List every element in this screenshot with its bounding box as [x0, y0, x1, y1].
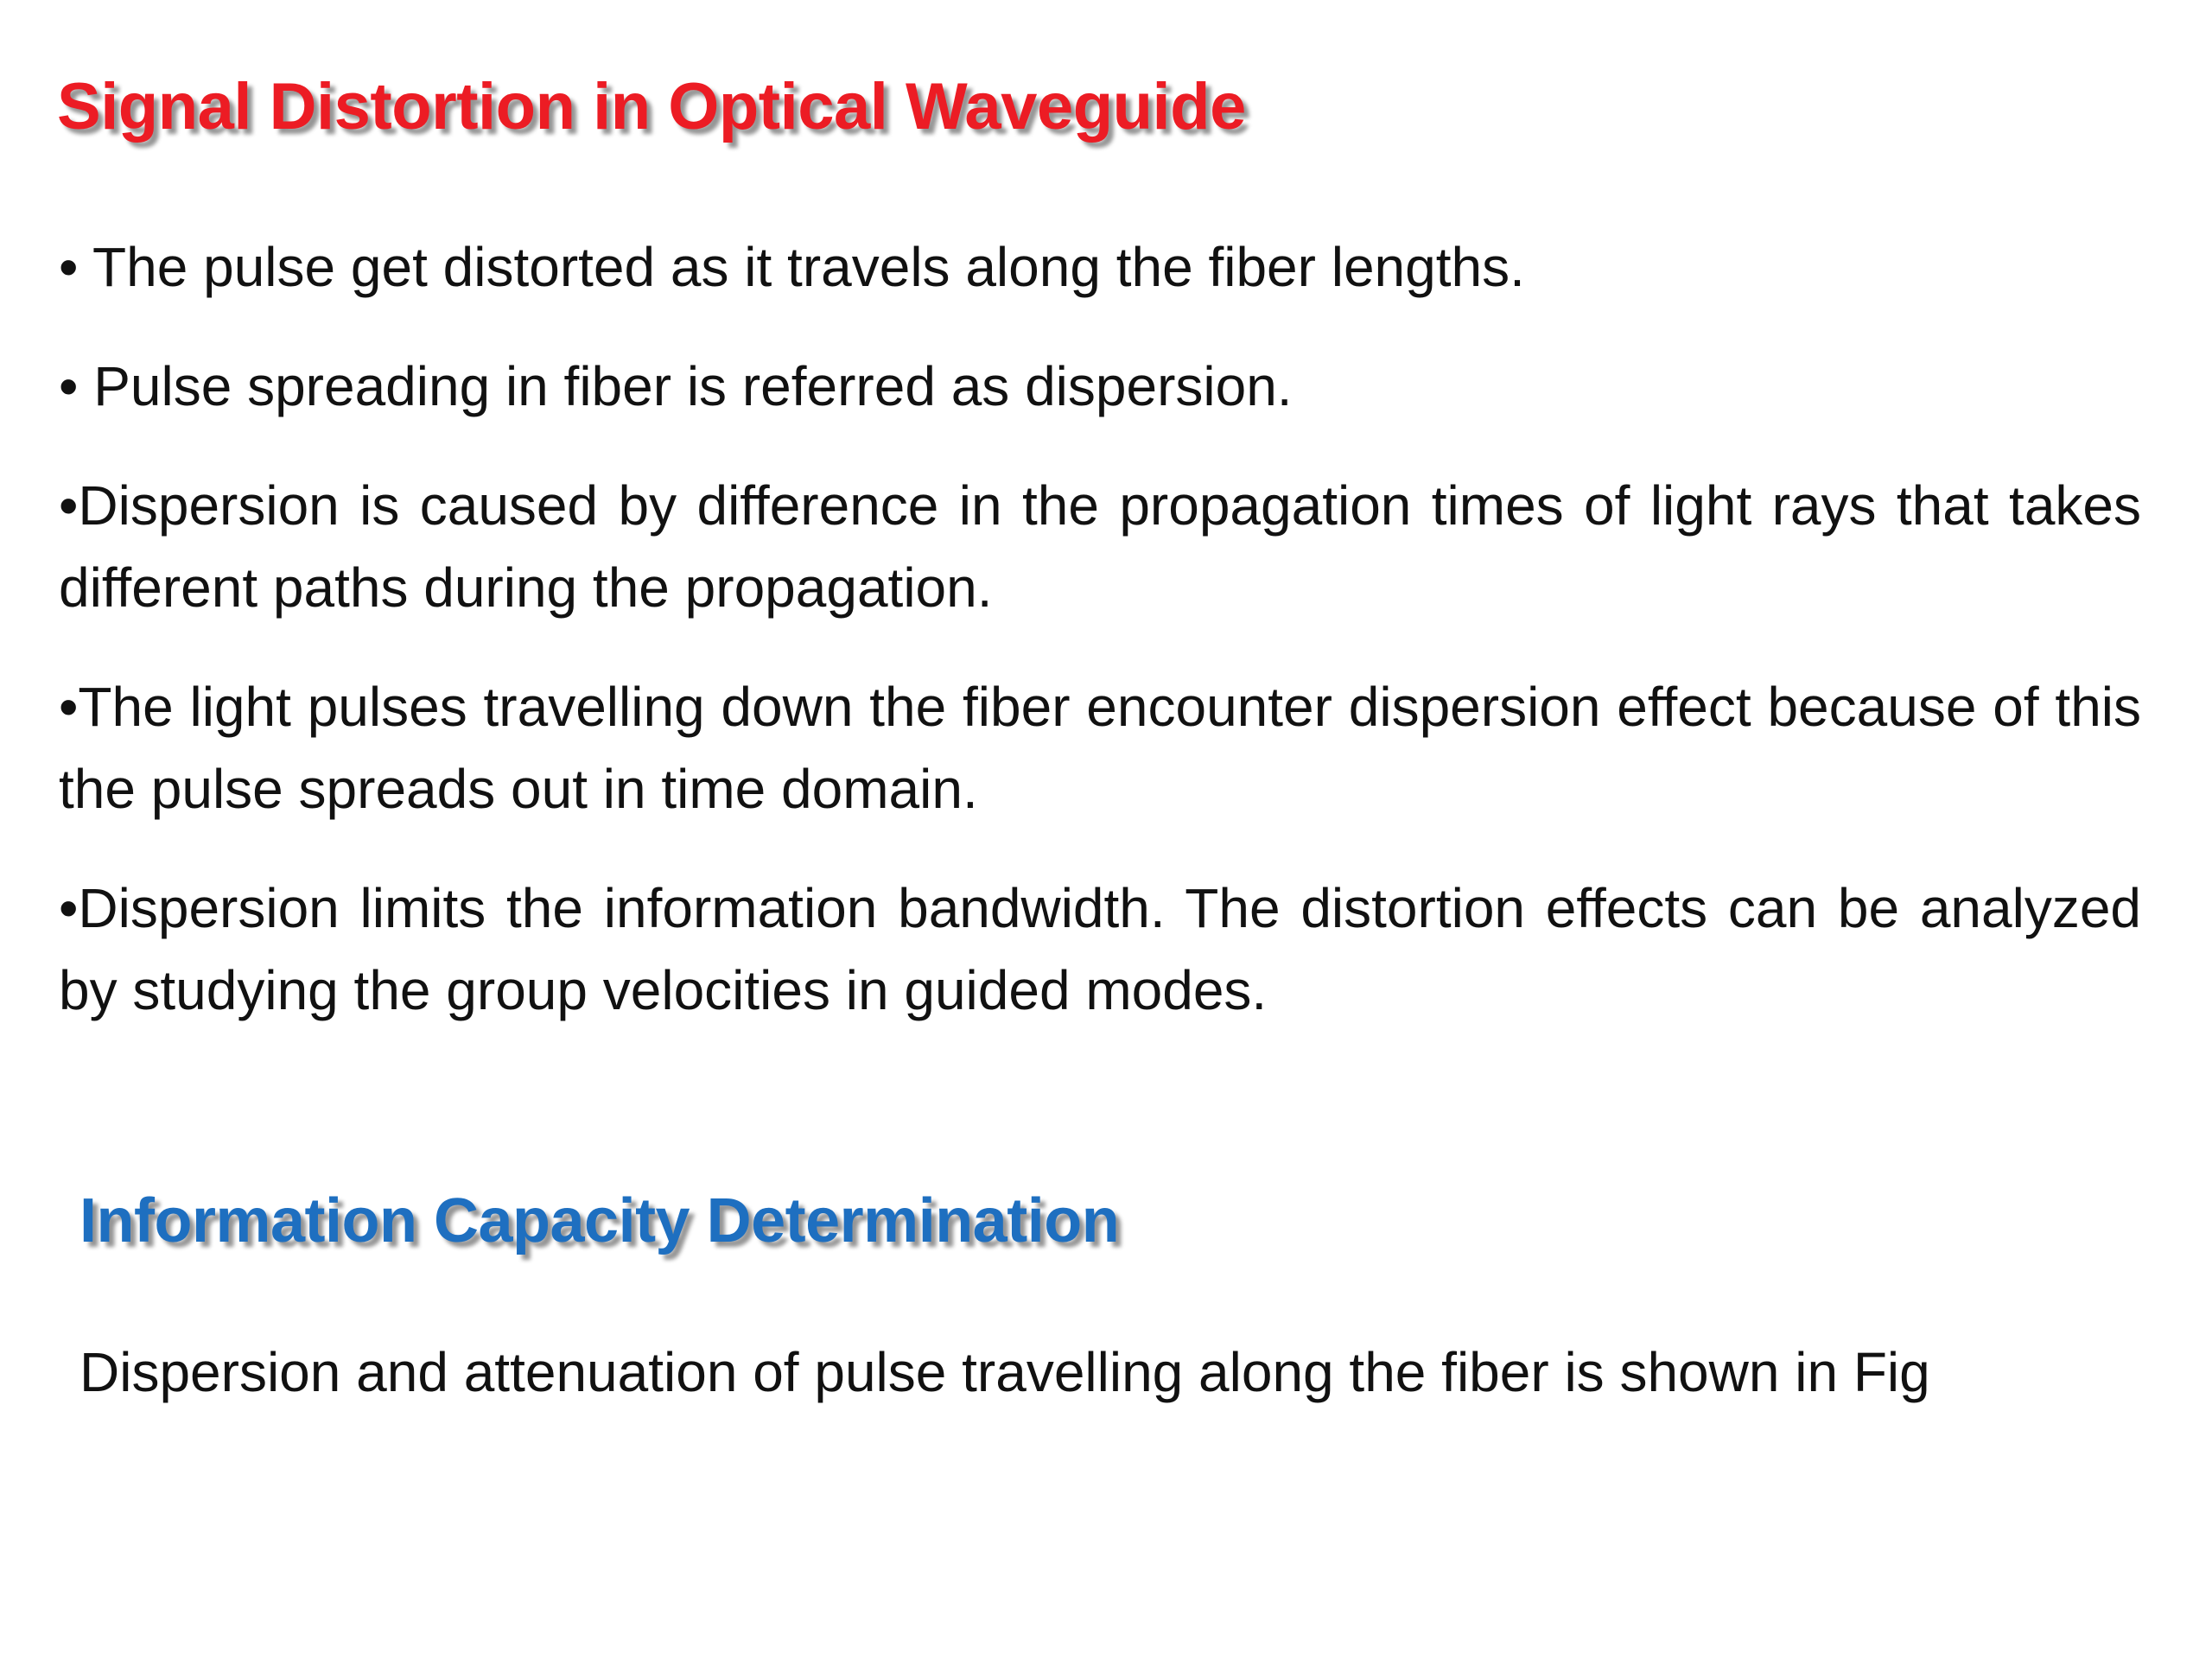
list-item [59, 465, 2141, 629]
slide-title: Signal Distortion in Optical Waveguide [57, 70, 1246, 143]
list-item [59, 666, 2141, 830]
bullet-marker: • [59, 355, 94, 417]
bullet-marker: • [59, 676, 79, 738]
bullet-marker: • [59, 877, 79, 939]
bullet-text: Dispersion is caused by difference in the propagation times of light rays that takes different paths during the propagation. [59, 474, 2141, 619]
bullet-list [59, 226, 2141, 1069]
bullet-marker: • [59, 474, 79, 537]
bullet-text: The pulse get distorted as it travels along the fiber lengths. [92, 236, 1525, 298]
bullet-text: Dispersion limits the information bandwidth. The distortion effects can be analyzed by studying the group velocities in guided modes. [59, 877, 2141, 1021]
bullet-text: The light pulses travelling down the fiber encounter dispersion effect because of this the pulse spreads out in time domain. [59, 676, 2141, 820]
bullet-marker: • [59, 236, 93, 298]
list-item [59, 868, 2141, 1032]
list-item [59, 226, 2141, 308]
list-item [59, 346, 2141, 428]
body-paragraph: Dispersion and attenuation of pulse travelling along the fiber is shown in Fig [79, 1341, 1930, 1403]
bullet-text: Pulse spreading in fiber is referred as dispersion. [93, 355, 1293, 417]
section-subtitle: Information Capacity Determination [79, 1186, 1120, 1255]
